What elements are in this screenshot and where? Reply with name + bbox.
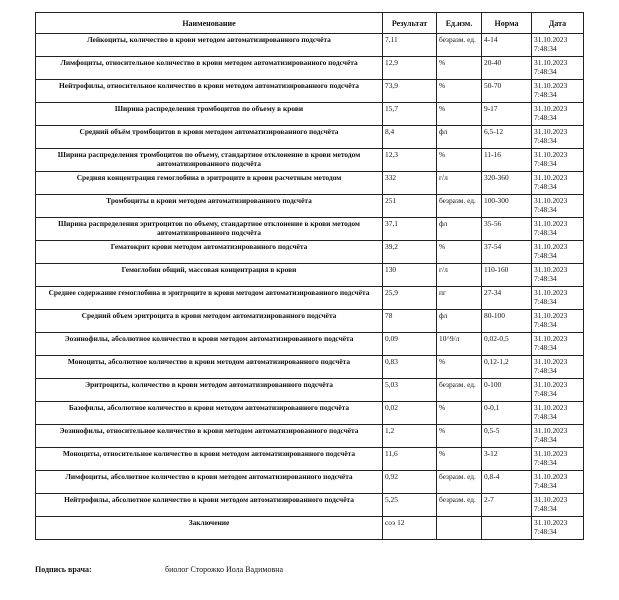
- cell-result: 73,9: [383, 80, 437, 103]
- cell-unit: %: [437, 425, 482, 448]
- signature-value: биолог Сторожко Иола Вадимовна: [165, 565, 284, 574]
- cell-norm: 11-16: [482, 149, 532, 172]
- cell-norm: 3-12: [482, 448, 532, 471]
- table-row: [36, 172, 584, 195]
- cell-result: 15,7: [383, 103, 437, 126]
- cell-result: 0,02: [383, 402, 437, 425]
- cell-norm: 27-34: [482, 287, 532, 310]
- cell-unit: безразм. ед.: [437, 471, 482, 494]
- cell-unit: %: [437, 57, 482, 80]
- cell-unit: фл: [437, 218, 482, 241]
- signature-label: Подпись врача:: [35, 565, 92, 574]
- cell-unit: г/л: [437, 264, 482, 287]
- cell-result: 78: [383, 310, 437, 333]
- cell-norm: 0-0,1: [482, 402, 532, 425]
- cell-unit: [437, 517, 482, 540]
- table-row: [36, 379, 584, 402]
- header-result: Результат: [383, 13, 437, 34]
- cell-unit: %: [437, 80, 482, 103]
- cell-name: Лейкоциты, количество в крови методом автоматизированного подсчёта: [36, 34, 383, 57]
- cell-name: Базофилы, абсолютное количество в крови методом автоматизированного подсчёта: [36, 402, 383, 425]
- cell-date: 31.10.2023 7:48:34: [532, 103, 584, 126]
- cell-result: соэ 12: [383, 517, 437, 540]
- cell-name: Моноциты, относительное количество в крови методом автоматизированного подсчёта: [36, 448, 383, 471]
- cell-name: Нейтрофилы, абсолютное количество в крови методом автоматизированного подсчёта: [36, 494, 383, 517]
- cell-result: 5,03: [383, 379, 437, 402]
- cell-date: 31.10.2023 7:48:34: [532, 425, 584, 448]
- table-row: [36, 517, 584, 540]
- table-row: [36, 103, 584, 126]
- cell-unit: %: [437, 356, 482, 379]
- table-row: [36, 126, 584, 149]
- cell-norm: [482, 517, 532, 540]
- cell-date: 31.10.2023 7:48:34: [532, 287, 584, 310]
- cell-date: 31.10.2023 7:48:34: [532, 402, 584, 425]
- table-row: [36, 425, 584, 448]
- cell-name: Гематокрит крови методом автоматизированного подсчёта: [36, 241, 383, 264]
- cell-name: Моноциты, абсолютное количество в крови методом автоматизированного подсчёта: [36, 356, 383, 379]
- cell-norm: 9-17: [482, 103, 532, 126]
- cell-unit: %: [437, 241, 482, 264]
- cell-name: Эритроциты, количество в крови методом автоматизированного подсчёта: [36, 379, 383, 402]
- cell-norm: 35-56: [482, 218, 532, 241]
- doctor-signature: [35, 565, 583, 574]
- cell-norm: 0-100: [482, 379, 532, 402]
- table-row: [36, 471, 584, 494]
- cell-norm: 6,5-12: [482, 126, 532, 149]
- cell-date: 31.10.2023 7:48:34: [532, 149, 584, 172]
- cell-norm: 320-360: [482, 172, 532, 195]
- cell-result: 37,1: [383, 218, 437, 241]
- results-table: [35, 12, 584, 540]
- cell-name: Ширина распределения тромбоцитов по объему в крови: [36, 103, 383, 126]
- table-row: [36, 218, 584, 241]
- cell-result: 8,4: [383, 126, 437, 149]
- cell-result: 0,09: [383, 333, 437, 356]
- cell-name: Заключение: [36, 517, 383, 540]
- cell-name: Лимфоциты, абсолютное количество в крови методом автоматизированного подсчёта: [36, 471, 383, 494]
- table-row: [36, 448, 584, 471]
- table-row: [36, 195, 584, 218]
- cell-date: 31.10.2023 7:48:34: [532, 34, 584, 57]
- table-row: [36, 494, 584, 517]
- cell-unit: безразм. ед.: [437, 379, 482, 402]
- results-table-body: [36, 34, 584, 540]
- cell-unit: г/л: [437, 172, 482, 195]
- table-row: [36, 57, 584, 80]
- cell-result: 1,2: [383, 425, 437, 448]
- cell-date: 31.10.2023 7:48:34: [532, 310, 584, 333]
- cell-result: 12,9: [383, 57, 437, 80]
- cell-result: 25,9: [383, 287, 437, 310]
- cell-norm: 0,12-1,2: [482, 356, 532, 379]
- table-row: [36, 80, 584, 103]
- cell-date: 31.10.2023 7:48:34: [532, 333, 584, 356]
- table-row: [36, 356, 584, 379]
- cell-result: 12,3: [383, 149, 437, 172]
- cell-unit: безразм. ед.: [437, 195, 482, 218]
- cell-date: 31.10.2023 7:48:34: [532, 57, 584, 80]
- cell-norm: 0,02-0,5: [482, 333, 532, 356]
- cell-date: 31.10.2023 7:48:34: [532, 471, 584, 494]
- cell-norm: 50-70: [482, 80, 532, 103]
- cell-unit: %: [437, 149, 482, 172]
- cell-result: 0,92: [383, 471, 437, 494]
- cell-date: 31.10.2023 7:48:34: [532, 494, 584, 517]
- cell-unit: пг: [437, 287, 482, 310]
- cell-result: 39,2: [383, 241, 437, 264]
- cell-result: 332: [383, 172, 437, 195]
- cell-unit: %: [437, 448, 482, 471]
- cell-result: 11,6: [383, 448, 437, 471]
- cell-result: 0,83: [383, 356, 437, 379]
- cell-date: 31.10.2023 7:48:34: [532, 448, 584, 471]
- cell-result: 7,11: [383, 34, 437, 57]
- cell-unit: 10^9/л: [437, 333, 482, 356]
- cell-norm: 100-300: [482, 195, 532, 218]
- cell-norm: 4-14: [482, 34, 532, 57]
- cell-unit: фл: [437, 310, 482, 333]
- cell-result: 5,25: [383, 494, 437, 517]
- cell-name: Средняя концентрация гемоглобина в эритроците в крови расчетным методом: [36, 172, 383, 195]
- header-unit: Ед.изм.: [437, 13, 482, 34]
- cell-norm: 37-54: [482, 241, 532, 264]
- cell-norm: 0,5-5: [482, 425, 532, 448]
- table-row: [36, 241, 584, 264]
- cell-unit: фл: [437, 126, 482, 149]
- table-row: [36, 34, 584, 57]
- cell-name: Ширина распределения тромбоцитов по объему, стандартное отклонение в крови методом автоматизированного подсчёта: [36, 149, 383, 172]
- cell-date: 31.10.2023 7:48:34: [532, 126, 584, 149]
- cell-name: Нейтрофилы, относительное количество в крови методом автоматизированного подсчёта: [36, 80, 383, 103]
- table-row: [36, 333, 584, 356]
- cell-name: Гемоглобин общий, массовая концентрация в крови: [36, 264, 383, 287]
- cell-date: 31.10.2023 7:48:34: [532, 195, 584, 218]
- header-date: Дата: [532, 13, 584, 34]
- table-row: [36, 287, 584, 310]
- cell-date: 31.10.2023 7:48:34: [532, 356, 584, 379]
- cell-date: 31.10.2023 7:48:34: [532, 517, 584, 540]
- cell-name: Эозинофилы, абсолютное количество в крови методом автоматизированного подсчёта: [36, 333, 383, 356]
- cell-date: 31.10.2023 7:48:34: [532, 264, 584, 287]
- cell-name: Ширина распределения эритроцитов по объему, стандартное отклонение в крови методом автоматизированного подсчёта: [36, 218, 383, 241]
- cell-name: Средний объем эритроцита в крови методом автоматизированного подсчёта: [36, 310, 383, 333]
- table-header-row: [36, 13, 584, 34]
- header-name: Наименование: [36, 13, 383, 34]
- cell-norm: 2-7: [482, 494, 532, 517]
- cell-norm: 20-40: [482, 57, 532, 80]
- cell-norm: 80-100: [482, 310, 532, 333]
- table-row: [36, 310, 584, 333]
- cell-date: 31.10.2023 7:48:34: [532, 172, 584, 195]
- cell-unit: %: [437, 103, 482, 126]
- cell-result: 251: [383, 195, 437, 218]
- header-norm: Норма: [482, 13, 532, 34]
- cell-unit: безразм. ед.: [437, 34, 482, 57]
- cell-name: Средний объём тромбоцитов в крови методом автоматизированного подсчёта: [36, 126, 383, 149]
- cell-name: Среднее содержание гемоглобина в эритроците в крови методом автоматизированного подсчёта: [36, 287, 383, 310]
- cell-norm: 110-160: [482, 264, 532, 287]
- cell-result: 130: [383, 264, 437, 287]
- cell-unit: %: [437, 402, 482, 425]
- cell-name: Эозинофилы, относительное количество в крови методом автоматизированного подсчёта: [36, 425, 383, 448]
- table-row: [36, 264, 584, 287]
- cell-date: 31.10.2023 7:48:34: [532, 241, 584, 264]
- cell-unit: безразм. ед.: [437, 494, 482, 517]
- table-row: [36, 149, 584, 172]
- cell-name: Тромбоциты в крови методом автоматизированного подсчёта: [36, 195, 383, 218]
- cell-date: 31.10.2023 7:48:34: [532, 80, 584, 103]
- cell-date: 31.10.2023 7:48:34: [532, 379, 584, 402]
- table-row: [36, 402, 584, 425]
- cell-name: Лимфоциты, относительное количество в крови методом автоматизированного подсчёта: [36, 57, 383, 80]
- cell-norm: 0,8-4: [482, 471, 532, 494]
- cell-date: 31.10.2023 7:48:34: [532, 218, 584, 241]
